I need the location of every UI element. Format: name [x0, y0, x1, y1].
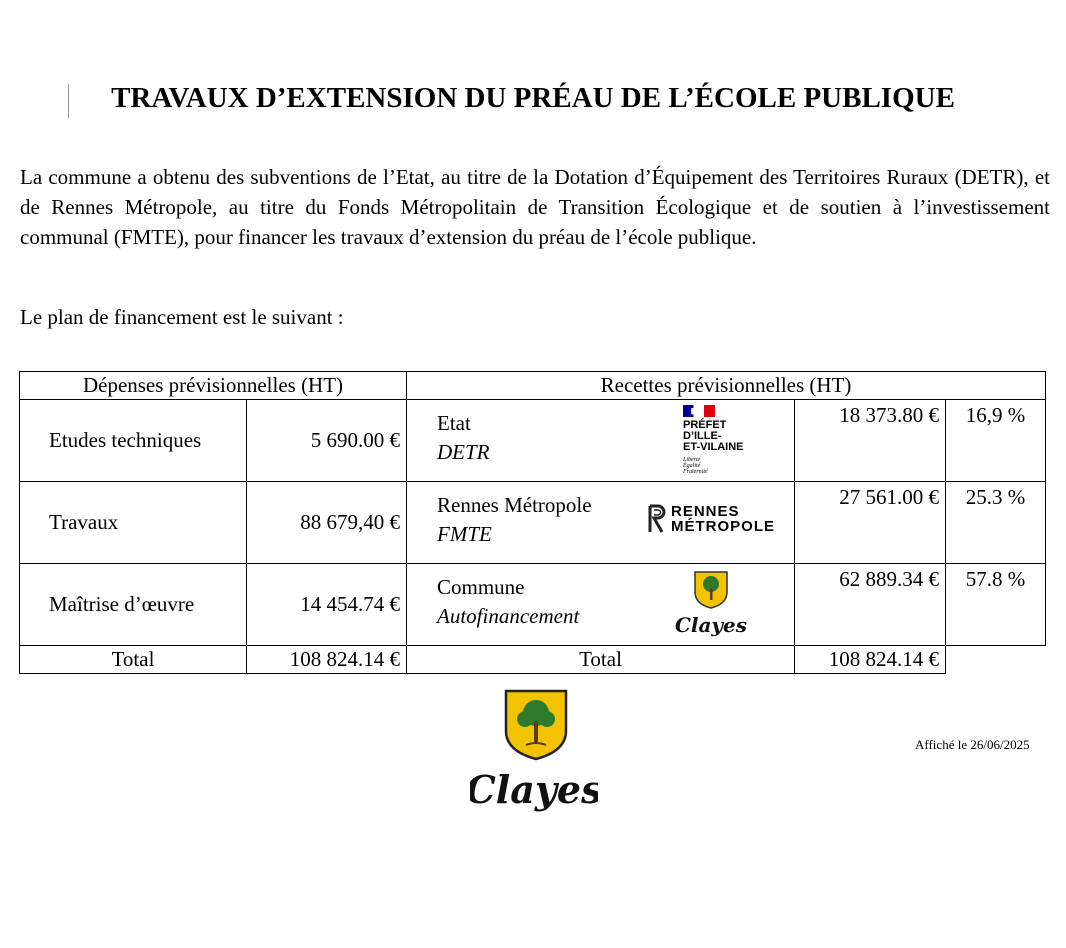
- posting-date: Affiché le 26/06/2025: [915, 737, 1030, 752]
- depense-label: Maîtrise d’œuvre: [20, 564, 247, 646]
- recette-amount: 27 561.00 €: [795, 482, 946, 564]
- recette-percent: 57.8 %: [946, 564, 1046, 646]
- svg-text:Clayes: Clayes: [470, 767, 598, 812]
- clayes-crest-icon: [675, 570, 747, 640]
- total-label-depenses: Total: [20, 646, 247, 674]
- recette-percent: 25.3 %: [946, 482, 1046, 564]
- header-recettes: Recettes prévisionnelles (HT): [407, 372, 1046, 400]
- recette-cell: [407, 482, 795, 564]
- page-title: TRAVAUX D’EXTENSION DU PRÉAU DE L’ÉCOLE PUBLIQUE: [111, 82, 955, 114]
- total-row: [20, 646, 1046, 674]
- total-depenses: 108 824.14 €: [247, 646, 407, 674]
- recette-sub: FMTE: [437, 522, 492, 546]
- recette-cell: [407, 400, 795, 482]
- recette-amount: 62 889.34 €: [795, 564, 946, 646]
- clayes-logo-small: [675, 570, 747, 640]
- total-label-recettes: Total: [407, 646, 795, 674]
- prefet-motto: Liberté Égalité Fraternité: [683, 457, 708, 475]
- rennes-text: RENNES MÉTROPOLE: [671, 503, 776, 535]
- depense-label: Etudes techniques: [20, 400, 247, 482]
- recette-label: Etat: [437, 411, 471, 435]
- recette-sub: DETR: [437, 440, 490, 464]
- table-row: [20, 482, 1046, 564]
- depense-amount: 88 679,40 €: [247, 482, 407, 564]
- svg-text:Clayes: Clayes: [675, 613, 747, 637]
- recette-label: Rennes Métropole: [437, 493, 592, 517]
- header-depenses: Dépenses prévisionnelles (HT): [20, 372, 407, 400]
- table-row: [20, 564, 1046, 646]
- plan-intro: Le plan de financement est le suivant :: [20, 305, 344, 329]
- table-row: [20, 400, 1046, 482]
- intro-paragraph: La commune a obtenu des subventions de l’Etat, au titre de la Dotation d’Équipement des Territoires Ruraux (DETR), et de Rennes Métropole, au titre du Fonds Métropolitain de Transition Écologique et de soutien à l’investissement communal (FMTE), pour financer les travaux d’extension du préau de l’école publique.: [20, 165, 1050, 249]
- recette-sub: Autofinancement: [437, 604, 580, 628]
- financing-table: [19, 371, 1046, 674]
- recette-percent: 16,9 %: [946, 400, 1046, 482]
- depense-label: Travaux: [20, 482, 247, 564]
- depense-amount: 5 690.00 €: [247, 400, 407, 482]
- recette-cell: [407, 564, 795, 646]
- rennes-metropole-logo: [647, 502, 777, 538]
- clayes-crest-large-icon: [470, 687, 598, 815]
- table-header-row: [20, 372, 1046, 400]
- marianne-flag-icon: [683, 405, 715, 417]
- depense-amount: 14 454.74 €: [247, 564, 407, 646]
- clayes-logo-large: [470, 687, 598, 815]
- prefet-logo: [671, 402, 751, 480]
- prefet-text: PRÉFET D’ILLE- ET-VILAINE: [683, 419, 744, 453]
- recette-amount: 18 373.80 €: [795, 400, 946, 482]
- rennes-r-icon: [647, 504, 669, 534]
- total-recettes: 108 824.14 €: [795, 646, 946, 674]
- recette-label: Commune: [437, 575, 525, 599]
